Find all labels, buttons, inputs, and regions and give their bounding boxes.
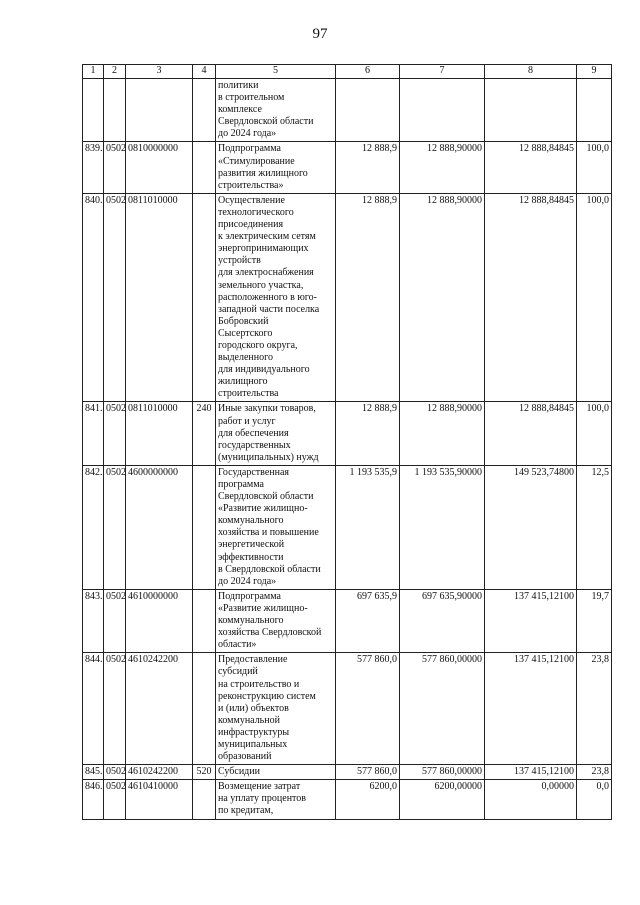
planned-amount	[336, 79, 400, 142]
executed-amount: 137 415,12100	[485, 653, 577, 765]
section-code: 0502	[104, 653, 126, 765]
table-row	[83, 765, 612, 780]
target-article-code: 0811010000	[126, 193, 193, 402]
target-article-code: 4600000000	[126, 465, 193, 589]
approved-amount: 697 635,90000	[400, 589, 485, 652]
approved-amount: 12 888,90000	[400, 402, 485, 465]
approved-amount: 1 193 535,90000	[400, 465, 485, 589]
section-code: 0502	[104, 465, 126, 589]
col-header: 9	[577, 65, 612, 79]
row-number: 842.	[83, 465, 104, 589]
expense-type-code	[193, 653, 216, 765]
executed-amount: 149 523,74800	[485, 465, 577, 589]
col-header: 3	[126, 65, 193, 79]
header-row	[83, 65, 612, 79]
target-article-code: 4610242200	[126, 765, 193, 780]
executed-amount: 12 888,84845	[485, 142, 577, 193]
table-row	[83, 653, 612, 765]
executed-amount: 0,00000	[485, 780, 577, 819]
planned-amount: 12 888,9	[336, 193, 400, 402]
expense-type-code	[193, 465, 216, 589]
execution-percent: 0,0	[577, 780, 612, 819]
planned-amount: 577 860,0	[336, 765, 400, 780]
table-row	[83, 780, 612, 819]
col-header: 6	[336, 65, 400, 79]
target-article-code	[126, 79, 193, 142]
target-article-code: 0811010000	[126, 402, 193, 465]
expense-type-code	[193, 780, 216, 819]
row-number	[83, 79, 104, 142]
item-name: Государственная программа Свердловской области «Развитие жилищно- коммунального хозяйства и повышение энергетической эффективности в Свердловской области до 2024 года»	[216, 465, 336, 589]
expense-type-code	[193, 79, 216, 142]
table-body	[83, 79, 612, 820]
planned-amount: 12 888,9	[336, 142, 400, 193]
planned-amount: 12 888,9	[336, 402, 400, 465]
section-code: 0502	[104, 589, 126, 652]
row-number: 839.	[83, 142, 104, 193]
expense-type-code	[193, 142, 216, 193]
expense-type-code: 240	[193, 402, 216, 465]
item-name: Подпрограмма «Стимулирование развития жилищного строительства»	[216, 142, 336, 193]
row-number: 846.	[83, 780, 104, 819]
item-name: Иные закупки товаров, работ и услуг для обеспечения государственных (муниципальных) нужд	[216, 402, 336, 465]
col-header: 4	[193, 65, 216, 79]
section-code: 0502	[104, 142, 126, 193]
section-code: 0502	[104, 402, 126, 465]
execution-percent: 100,0	[577, 193, 612, 402]
item-name: Подпрограмма «Развитие жилищно- коммунального хозяйства Свердловской области»	[216, 589, 336, 652]
table-row	[83, 193, 612, 402]
row-number: 844.	[83, 653, 104, 765]
section-code	[104, 79, 126, 142]
executed-amount: 12 888,84845	[485, 402, 577, 465]
row-number: 840.	[83, 193, 104, 402]
execution-percent: 12,5	[577, 465, 612, 589]
planned-amount: 1 193 535,9	[336, 465, 400, 589]
table-row	[83, 465, 612, 589]
item-name: Осуществление технологического присоединения к электрическим сетям энергопринимающих устройств для электроснабжения земельного участка, расположенного в юго- западной части поселка Бобровский Сысертского городского округа, выделенного для индивидуального жилищного строительства	[216, 193, 336, 402]
table-row	[83, 142, 612, 193]
planned-amount: 577 860,0	[336, 653, 400, 765]
approved-amount: 6200,00000	[400, 780, 485, 819]
execution-percent: 23,8	[577, 653, 612, 765]
executed-amount	[485, 79, 577, 142]
execution-percent	[577, 79, 612, 142]
section-code: 0502	[104, 780, 126, 819]
table-row	[83, 589, 612, 652]
execution-percent: 19,7	[577, 589, 612, 652]
item-name: Субсидии	[216, 765, 336, 780]
section-code: 0502	[104, 193, 126, 402]
planned-amount: 6200,0	[336, 780, 400, 819]
execution-percent: 100,0	[577, 402, 612, 465]
col-header: 8	[485, 65, 577, 79]
executed-amount: 137 415,12100	[485, 765, 577, 780]
approved-amount	[400, 79, 485, 142]
row-number: 845.	[83, 765, 104, 780]
expense-type-code: 520	[193, 765, 216, 780]
item-name: Возмещение затрат на уплату процентов по кредитам,	[216, 780, 336, 819]
executed-amount: 12 888,84845	[485, 193, 577, 402]
expense-type-code	[193, 193, 216, 402]
item-name: Предоставление субсидий на строительство и реконструкцию систем и (или) объектов коммунальной инфраструктуры муниципальных образований	[216, 653, 336, 765]
row-number: 841.	[83, 402, 104, 465]
planned-amount: 697 635,9	[336, 589, 400, 652]
table-row	[83, 79, 612, 142]
col-header: 1	[83, 65, 104, 79]
executed-amount: 137 415,12100	[485, 589, 577, 652]
page-number: 97	[312, 26, 328, 42]
row-number: 843.	[83, 589, 104, 652]
approved-amount: 577 860,00000	[400, 653, 485, 765]
col-header: 2	[104, 65, 126, 79]
item-name: политики в строительном комплексе Свердловской области до 2024 года»	[216, 79, 336, 142]
section-code: 0502	[104, 765, 126, 780]
target-article-code: 0810000000	[126, 142, 193, 193]
col-header: 7	[400, 65, 485, 79]
col-header: 5	[216, 65, 336, 79]
execution-percent: 23,8	[577, 765, 612, 780]
budget-table	[82, 64, 612, 820]
expense-type-code	[193, 589, 216, 652]
execution-percent: 100,0	[577, 142, 612, 193]
approved-amount: 577 860,00000	[400, 765, 485, 780]
target-article-code: 4610242200	[126, 653, 193, 765]
approved-amount: 12 888,90000	[400, 142, 485, 193]
approved-amount: 12 888,90000	[400, 193, 485, 402]
target-article-code: 4610000000	[126, 589, 193, 652]
target-article-code: 4610410000	[126, 780, 193, 819]
table-row	[83, 402, 612, 465]
